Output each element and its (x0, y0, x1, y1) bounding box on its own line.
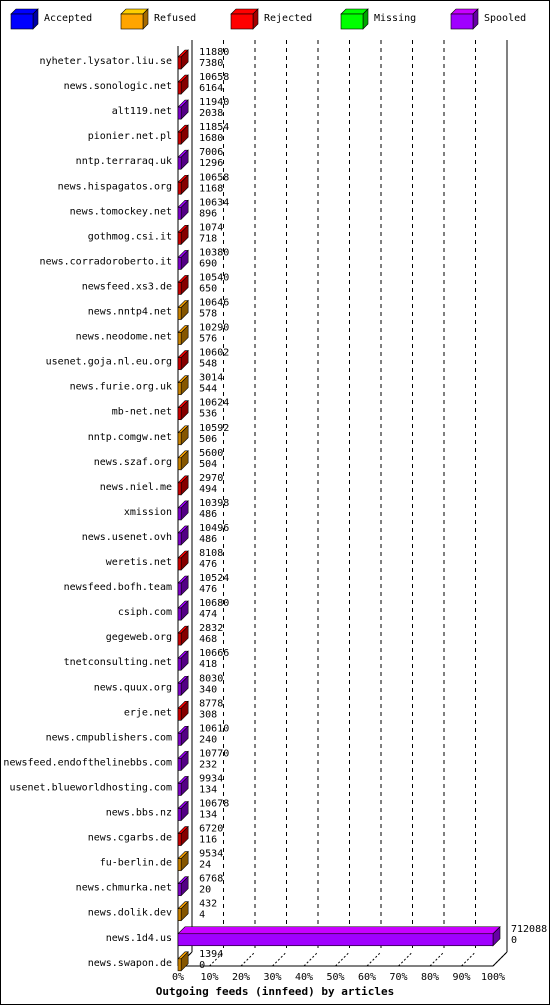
bar-value-bottom-13: 544 (199, 383, 218, 395)
bar-4 (178, 150, 188, 169)
bar-label-25: news.quux.org (93, 682, 172, 694)
bar-value-bottom-36: 0 (199, 959, 206, 971)
bar-value-top-9: 10540 (199, 272, 230, 284)
bar-value-bottom-35: 0 (511, 934, 518, 946)
bar-value-bottom-3: 1680 (199, 133, 224, 145)
bar-label-36: news.swapon.de (87, 957, 172, 969)
bar-1 (178, 75, 188, 94)
bar-value-top-33: 6768 (199, 873, 224, 885)
bar-label-33: news.chmurka.net (75, 882, 172, 894)
bar-31 (178, 827, 188, 846)
bar-value-bottom-28: 232 (199, 759, 218, 771)
bar-value-top-14: 10624 (199, 397, 230, 409)
bar-label-17: news.niel.me (99, 481, 172, 493)
grid-floor-6 (367, 952, 381, 966)
bar-value-bottom-2: 2038 (199, 108, 224, 120)
x-tick-label-2: 20% (231, 972, 251, 983)
bar-label-12: usenet.goja.nl.eu.org (45, 356, 172, 368)
bar-value-top-22: 10680 (199, 598, 230, 610)
bar-label-27: news.cmpublishers.com (45, 732, 172, 744)
x-tick-label-8: 80% (420, 972, 440, 983)
bar-value-bottom-27: 240 (199, 734, 218, 746)
bar-value-bottom-1: 6164 (199, 83, 224, 95)
bar-29 (178, 776, 188, 795)
bar-value-bottom-16: 504 (199, 458, 218, 470)
bar-value-top-36: 1394 (199, 948, 224, 960)
bar-22 (178, 601, 188, 620)
bar-34 (178, 902, 188, 921)
bar-30 (178, 802, 188, 821)
bar-33 (178, 877, 188, 896)
grid-floor-9 (462, 952, 476, 966)
legend-label-rejected: Rejected (264, 13, 313, 24)
bar-label-21: newsfeed.bofh.team (63, 582, 172, 594)
bar-label-24: tnetconsulting.net (63, 657, 172, 669)
bar-27 (178, 726, 188, 745)
bar-value-top-29: 9934 (199, 773, 224, 785)
bar-value-bottom-29: 134 (199, 784, 218, 796)
bar-label-23: gegeweb.org (105, 632, 172, 644)
bar-value-top-27: 10610 (199, 723, 230, 735)
grid-floor-3 (273, 952, 287, 966)
legend-label-accepted: Accepted (44, 13, 93, 24)
bar-value-top-28: 10770 (199, 748, 230, 760)
bar-23 (178, 626, 188, 645)
bar-value-top-7: 1074 (199, 222, 224, 234)
bar-value-bottom-5: 1168 (199, 183, 224, 195)
bar-value-top-15: 10592 (199, 422, 230, 434)
bar-label-26: erje.net (123, 707, 172, 719)
bar-5 (178, 175, 188, 194)
bar-label-18: xmission (123, 506, 172, 518)
bar-value-top-3: 11854 (199, 122, 230, 134)
bar-value-top-12: 10602 (199, 347, 230, 359)
bar-value-bottom-12: 548 (199, 358, 218, 370)
legend-label-refused: Refused (154, 13, 197, 24)
bar-value-top-31: 6720 (199, 823, 224, 835)
bar-label-32: fu-berlin.de (99, 857, 172, 869)
bar-value-top-23: 2832 (199, 623, 224, 635)
bar-21 (178, 576, 188, 595)
bar-28 (178, 751, 188, 770)
bar-value-bottom-25: 340 (199, 684, 218, 696)
x-tick-label-4: 40% (294, 972, 314, 983)
bar-value-top-21: 10524 (199, 573, 230, 585)
bar-value-top-34: 432 (199, 898, 218, 910)
x-axis-title: Outgoing feeds (innfeed) by articles (155, 985, 395, 998)
bar-value-bottom-11: 576 (199, 333, 218, 345)
bar-label-14: mb-net.net (111, 406, 172, 418)
bar-18 (178, 501, 188, 520)
bar-label-2: alt119.net (111, 106, 172, 118)
bar-value-top-13: 3014 (199, 372, 224, 384)
bar-value-top-2: 11940 (199, 97, 230, 109)
bar-label-4: nntp.terraraq.uk (75, 156, 172, 168)
bar-value-top-5: 10658 (199, 172, 230, 184)
bar-label-13: news.furie.org.uk (69, 381, 172, 393)
bar-value-bottom-14: 536 (199, 408, 218, 420)
bar-9 (178, 275, 188, 294)
bar-value-bottom-6: 896 (199, 208, 218, 220)
bar-11 (178, 326, 188, 345)
bar-value-top-17: 2970 (199, 472, 224, 484)
bar-value-top-4: 7006 (199, 147, 224, 159)
bar-label-15: nntp.comgw.net (87, 431, 172, 443)
bar-15 (178, 426, 188, 445)
bar-16 (178, 451, 188, 470)
x-tick-label-3: 30% (263, 972, 282, 983)
bar-value-bottom-17: 494 (199, 483, 218, 495)
bar-label-11: news.neodome.net (75, 331, 172, 343)
bar-label-28: newsfeed.endofthelinebbs.com (3, 757, 172, 769)
bar-value-bottom-23: 468 (199, 634, 218, 646)
bar-value-top-20: 8108 (199, 548, 224, 559)
bar-label-10: news.nntp4.net (87, 306, 172, 318)
bar-value-bottom-15: 506 (199, 433, 218, 445)
bar-value-bottom-21: 476 (199, 584, 218, 596)
bar-value-top-16: 5600 (199, 447, 224, 459)
bar-value-top-30: 10678 (199, 798, 230, 810)
x-tick-label-5: 50% (326, 972, 345, 983)
bar-19 (178, 526, 188, 545)
bar-17 (178, 476, 188, 495)
bar-0 (178, 50, 188, 69)
bar-label-22: csiph.com (117, 607, 172, 619)
bar-value-bottom-30: 134 (199, 809, 218, 821)
bar-8 (178, 250, 188, 269)
bar-value-top-1: 10658 (199, 72, 230, 84)
bar-6 (178, 200, 188, 219)
bar-value-top-24: 10666 (199, 648, 230, 660)
bar-label-9: newsfeed.xs3.de (81, 281, 172, 293)
bar-value-top-10: 10646 (199, 297, 230, 309)
bar-35 (178, 927, 500, 946)
bar-label-8: news.corradoroberto.it (39, 256, 172, 268)
x-tick-label-7: 70% (389, 972, 408, 983)
bar-value-bottom-18: 486 (199, 508, 218, 520)
bar-36 (178, 952, 188, 971)
bar-label-16: news.szaf.org (93, 456, 172, 468)
bar-label-29: usenet.blueworldhosting.com (9, 782, 172, 794)
x-tick-label-0: 0% (171, 972, 185, 983)
bar-label-19: news.usenet.ovh (81, 531, 172, 543)
bar-value-top-18: 10398 (199, 497, 230, 509)
bar-label-3: pionier.net.pl (87, 131, 172, 143)
bar-value-bottom-26: 308 (199, 709, 218, 721)
bar-value-bottom-31: 116 (199, 834, 218, 846)
bar-value-top-0: 11880 (199, 47, 230, 58)
x-tick-label-9: 90% (452, 972, 471, 983)
grid-floor-8 (430, 952, 444, 966)
bar-value-top-25: 8030 (199, 673, 224, 685)
grid-floor-5 (336, 952, 350, 966)
bar-32 (178, 852, 188, 871)
bar-value-bottom-0: 7380 (199, 58, 224, 69)
legend-label-missing: Missing (374, 13, 417, 24)
bar-value-top-32: 9534 (199, 848, 224, 860)
bar-value-top-8: 10380 (199, 247, 230, 259)
x-tick-label-6: 60% (357, 972, 377, 983)
grid-floor-7 (399, 952, 413, 966)
bar-value-top-35: 712088 (511, 923, 548, 935)
bar-label-30: news.bbs.nz (105, 807, 172, 819)
bar-value-bottom-32: 24 (199, 859, 212, 871)
bar-label-0: nyheter.lysator.liu.se (39, 56, 172, 67)
bar-label-20: weretis.net (105, 557, 172, 568)
bar-value-bottom-20: 476 (199, 559, 218, 570)
bar-value-bottom-4: 1296 (199, 158, 224, 170)
bar-value-bottom-33: 20 (199, 884, 212, 896)
bar-2 (178, 100, 188, 119)
bar-25 (178, 676, 188, 695)
bar-12 (178, 351, 188, 370)
grid-floor-2 (241, 952, 255, 966)
bar-value-bottom-24: 418 (199, 659, 218, 671)
bar-value-bottom-22: 474 (199, 609, 218, 621)
bar-label-35: news.1d4.us (105, 932, 172, 944)
bar-20 (178, 551, 188, 570)
bar-value-bottom-19: 486 (199, 533, 218, 545)
bar-10 (178, 301, 188, 320)
bar-3 (178, 125, 188, 144)
bar-label-31: news.cgarbs.de (87, 832, 172, 844)
bar-value-bottom-7: 718 (199, 233, 218, 245)
bar-13 (178, 376, 188, 395)
bar-7 (178, 225, 188, 244)
bar-label-7: gothmog.csi.it (87, 231, 172, 243)
grid-floor-4 (304, 952, 318, 966)
bar-14 (178, 401, 188, 420)
bar-26 (178, 701, 188, 720)
legend-label-spooled: Spooled (484, 13, 527, 24)
bar-value-top-26: 8778 (199, 698, 224, 710)
bar-value-bottom-34: 4 (199, 909, 206, 921)
bar-label-1: news.sonologic.net (63, 81, 172, 93)
bar-value-top-6: 10634 (199, 197, 230, 209)
x-tick-label-10: 100% (480, 972, 506, 983)
bar-value-bottom-9: 650 (199, 283, 218, 295)
bar-value-bottom-10: 578 (199, 308, 218, 320)
bar-label-34: news.dolik.dev (87, 907, 172, 919)
bar-value-bottom-8: 690 (199, 258, 218, 270)
bar-value-top-19: 10496 (199, 522, 230, 534)
bar-value-top-11: 10290 (199, 322, 230, 334)
x-tick-label-1: 10% (200, 972, 219, 983)
bar-label-6: news.tomockey.net (69, 206, 172, 218)
bar-label-5: news.hispagatos.org (57, 181, 172, 193)
bar-24 (178, 651, 188, 670)
